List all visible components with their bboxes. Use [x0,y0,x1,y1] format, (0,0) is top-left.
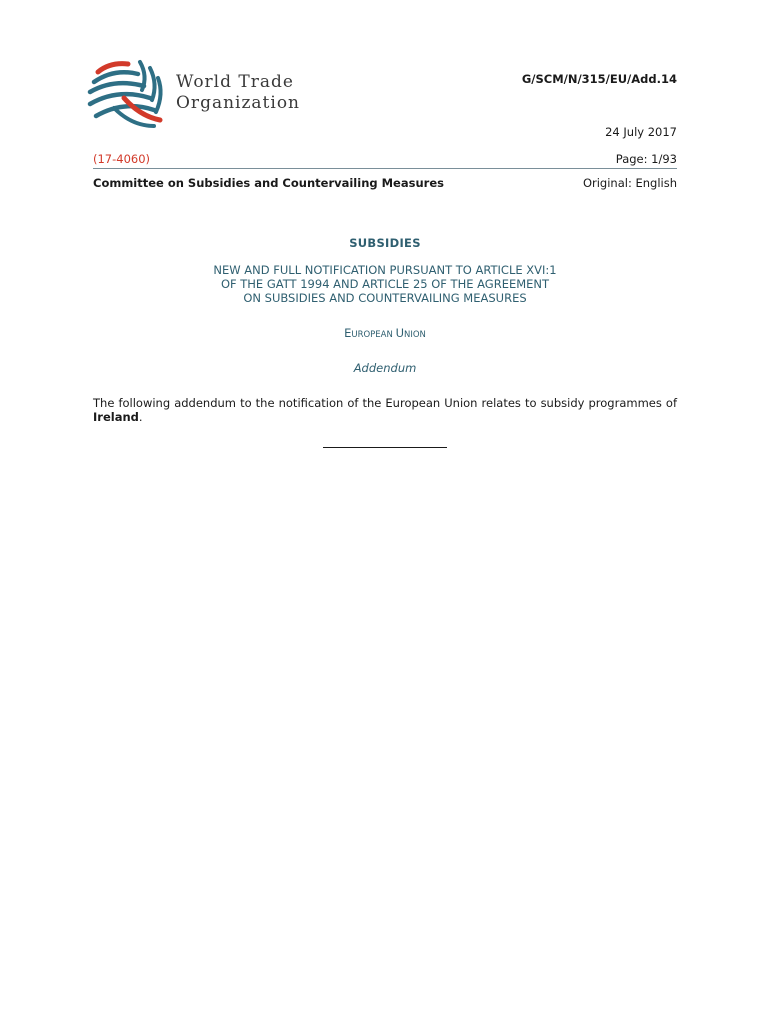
member-name-part: UROPEAN [351,330,396,340]
body-text-prefix: The following addendum to the notification of the European Union relates to subsidy programmes of [93,396,677,410]
document-symbol: G/SCM/N/315/EU/Add.14 [521,72,677,86]
member-name-initial: E [344,326,352,340]
body-country: Ireland [93,410,139,424]
member-name-part: NION [403,330,426,340]
organization-name [176,72,300,114]
organization-name-line-2: Organization [176,93,301,113]
subtitle-line: OF THE GATT 1994 AND ARTICLE 25 OF THE AGREEMENT [220,277,550,291]
document-date: 24 July 2017 [605,125,677,139]
addendum-label: Addendum [353,361,417,375]
wto-logo-icon [84,58,168,128]
reference-row [93,152,677,168]
body-paragraph [93,396,677,424]
subtitle-line: NEW AND FULL NOTIFICATION PURSUANT TO ARTICLE XVI:1 [213,263,557,277]
body-text-suffix: . [138,410,143,424]
reference-number: (17-4060) [93,152,151,166]
meta-row [93,176,677,192]
member-name [93,326,677,340]
document-title: SUBSIDIES [349,236,421,250]
subtitle-line: ON SUBSIDIES AND COUNTERVAILING MEASURES [243,291,527,305]
organization-name-line-1: World Trade [176,72,294,92]
committee-name: Committee on Subsidies and Countervailing Measures [93,176,444,190]
original-language: Original: English [582,176,677,190]
page-number: Page: 1/93 [615,152,677,166]
member-name-initial: U [395,326,404,340]
header-divider [93,168,677,169]
end-of-document-rule [323,447,447,448]
document-subtitle [93,263,677,305]
